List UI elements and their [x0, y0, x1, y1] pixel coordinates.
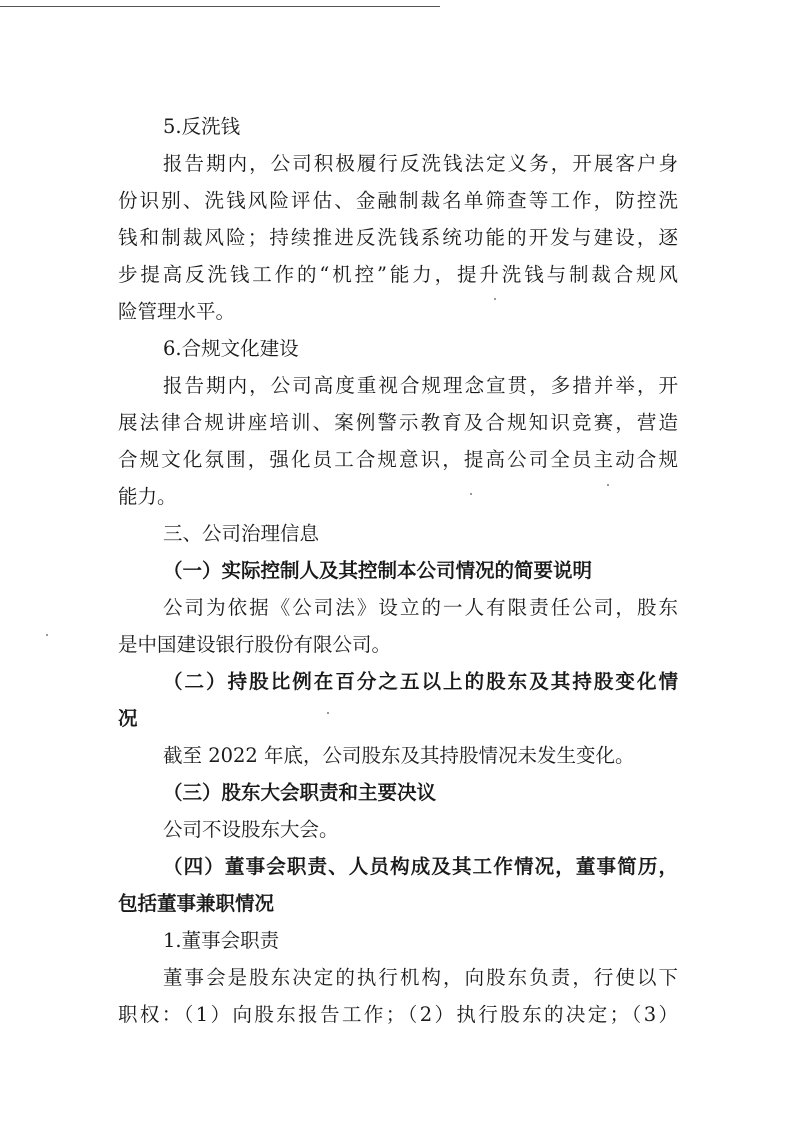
paragraph-line: 董事会是股东决定的执行机构，向股东负责，行使以下	[163, 966, 678, 989]
scan-speck	[494, 298, 496, 300]
paragraph-line: 展法律合规讲座培训、案例警示教育及合规知识竞赛，营造	[118, 411, 678, 434]
heading-major-shareholders: （二）持股比例在百分之五以上的股东及其持股变化情	[163, 670, 678, 693]
subheading-anti-money-laundering: 5.反洗钱	[163, 115, 241, 138]
paragraph-line: 报告期内，公司高度重视合规理念宣贯，多措并举，开	[163, 374, 678, 397]
paragraph-line: 报告期内，公司积极履行反洗钱法定义务，开展客户身	[163, 152, 678, 175]
paragraph-line: 职权：（1）向股东报告工作；（2）执行股东的决定；（3）	[118, 1003, 678, 1026]
paragraph-line: 是中国建设银行股份有限公司。	[118, 633, 392, 656]
top-rule	[0, 6, 440, 7]
paragraph-line: 能力。	[118, 485, 177, 508]
paragraph-line: 截至 2022 年底，公司股东及其持股情况未发生变化。	[163, 744, 635, 767]
paragraph-line: 险管理水平。	[118, 300, 236, 323]
subheading-compliance-culture: 6.合规文化建设	[163, 337, 299, 360]
heading-major-shareholders-cont: 况	[118, 707, 138, 730]
heading-shareholders-meeting: （三）股东大会职责和主要决议	[163, 781, 437, 804]
paragraph-line: 份识别、洗钱风险评估、金融制裁名单筛查等工作，防控洗	[118, 189, 678, 212]
paragraph-line: 公司不设股东大会。	[163, 818, 339, 841]
heading-board-of-directors-cont: 包括董事兼职情况	[118, 892, 275, 915]
paragraph-line: 步提高反洗钱工作的“机控”能力，提升洗钱与制裁合规风	[118, 263, 678, 286]
paragraph-line: 合规文化氛围，强化员工合规意识，提高公司全员主动合规	[118, 448, 678, 471]
scan-speck	[607, 484, 609, 486]
scan-speck	[327, 712, 329, 714]
scan-speck	[470, 493, 472, 495]
section-heading-governance: 三、公司治理信息	[163, 522, 320, 545]
paragraph-line: 钱和制裁风险；持续推进反洗钱系统功能的开发与建设，逐	[118, 226, 678, 249]
heading-actual-controller: （一）实际控制人及其控制本公司情况的简要说明	[163, 559, 593, 582]
heading-board-of-directors: （四）董事会职责、人员构成及其工作情况，董事简历，	[163, 855, 678, 878]
paragraph-line: 公司为依据《公司法》设立的一人有限责任公司，股东	[163, 596, 678, 619]
subheading-board-duties: 1.董事会职责	[163, 929, 280, 952]
scan-speck	[46, 634, 48, 636]
